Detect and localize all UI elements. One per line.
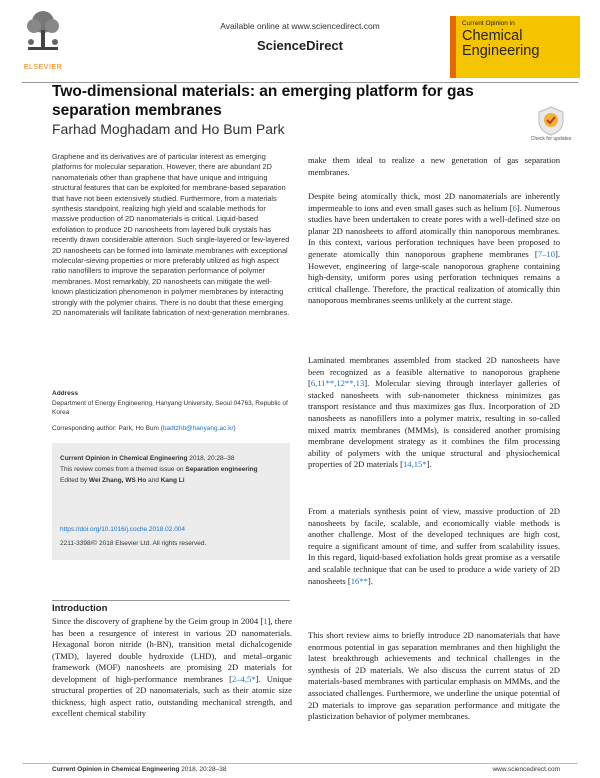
body-text: ]. Molecular sieving through interlayer galleries of stacked nanosheets with sub-nanometer thickness minimizes gas transport resistance and thus maximizes gas flux. Incorporation of 2D nanosheets as nanofillers into a polymer matrix, resulting in so-called mixed matrix membranes (MMMs), is considered another promising membrane development strategy as it combines the film processing ability of polymers with the unique structural and physiochemical properties of 2D materials [ — [308, 378, 560, 470]
address-text: Department of Energy Engineering, Hanyang University, Seoul 04763, Republic of Korea — [52, 400, 288, 416]
citation-link[interactable]: 6 — [512, 202, 517, 213]
info-themed-prefix: This review comes from a themed issue on — [60, 466, 186, 473]
paragraph-5: This short review aims to briefly introduce 2D nanomaterials that have enormous potential in gas separation membranes and then highlight the latest breakthrough achievements and technical challenges in the synthesis of 2D materials. We also discuss the current status of 2D materials-based membranes with particular emphasis on MMMs, and the associated challenges. Furthermore, we underline the unique potential of 2D materials to improve gas separation performance and mitigate the plasticization behavior of polymer membranes. — [308, 630, 560, 722]
body-text: ]. However, engineering of large-scale nanoporous graphene containing high-density, uniform pores using perforation techniques remains a critical challenge. Therefore, the practical realization of atomically thin nanoporous membranes seems unlikely at the current stage. — [308, 248, 560, 306]
info-themed-issue — [60, 466, 285, 473]
footer-journal-ref: 2018, 20:28–38 — [179, 766, 227, 773]
author-email-link[interactable]: badtzhb@hanyang.ac.kr — [162, 425, 234, 432]
sciencedirect-brand[interactable]: ScienceDirect — [257, 38, 343, 53]
info-editors — [60, 477, 285, 484]
intro-text: ], there has been a resurgence of interest in various 2D nanomaterials. Hexagonal boron nitride (h-BN), transition metal dichalcogenide (TMD), layered double hydroxide (LHD), and metal–organic framework (MOF) nanosheets are promising 2D materials for development of high-performance membranes [ — [52, 616, 292, 684]
journal-badge-line2: Engineering — [462, 43, 540, 59]
info-journal-ref: 2018, 20:28–38 — [187, 455, 235, 462]
body-text: Despite being atomically thick, most 2D nanomaterials are inherently impermeable to ions and even small gases such as helium [ — [308, 191, 560, 213]
body-text: From a materials synthesis point of view, massive production of 2D nanosheets by facile, scalable, and economically viable methods is another challenge. Most of the developed techniques are high cost, require a significant amount of time, and suffer from scalability issues. In this regard, liquid-based exfoliation holds great promise as a versatile and scalable technique that can be used to produce a wide variety of 2D nanosheets [ — [308, 506, 560, 586]
info-journal — [60, 455, 285, 462]
citation-link[interactable]: 1 — [263, 616, 268, 626]
footer-journal — [52, 766, 226, 773]
info-journal-name: Current Opinion in Chemical Engineering — [60, 455, 188, 462]
footer-website[interactable]: www.sciencedirect.com — [492, 766, 560, 773]
journal-badge-title — [462, 29, 574, 59]
paragraph-1: make them ideal to realize a new generation of gas separation membranes. — [308, 155, 560, 177]
info-edited-last: Kang Li — [160, 477, 185, 484]
abstract: Graphene and its derivatives are of particular interest as emerging platforms for molecular separation. However, there are abundant 2D nanomaterials other than graphene that have unique and intriguing structural features that can be exploited for membrane-based separation that have not been extensively studied. Furthermore, from a materials synthesis standpoint, realizing high yield and scalable methods for massive production of 2D nanomaterials is critical. Liquid-based exfoliation to produce 2D nanosheets from layered bulk crystals has recently drawn considerable attention. Such single-layered or few-layered 2D nanosheets can be formed into laminate membranes with exceptional molecular-sieving properties or more preferably utilized as high aspect ratio nanofillers to improve the separation performance of polymer membranes. Most remarkably, 2D nanosheets can mitigate the well-known plasticization phenomenon in polymer membranes by interacting strongly with the polymer chains. There is no doubt that these emerging 2D nanomaterials will facilitate fabrication of next-generation membranes. — [52, 152, 290, 318]
citation-link[interactable]: 16** — [350, 575, 368, 586]
article-title: Two-dimensional materials: an emerging platform for gas separation membranes — [52, 83, 474, 119]
paragraph-4 — [308, 506, 560, 587]
intro-divider — [52, 600, 290, 601]
info-edited-and: and — [146, 477, 161, 484]
body-text: ]. — [367, 575, 373, 586]
introduction-paragraph — [52, 616, 292, 720]
citation-link[interactable]: 2–4,5* — [231, 673, 256, 684]
address-heading: Address — [52, 390, 79, 397]
body-text: ]. Numerous studies have been undertaken to create pores with a well-defined size on planar 2D nanosheets to afford atomically thin nanoporous membranes. In this context, various perforation techniques have been proposed to generate atomically thin nanoporous graphene membranes [ — [308, 202, 560, 259]
paragraph-3 — [308, 355, 560, 471]
citation-link[interactable]: 14,15* — [402, 459, 427, 470]
body-text: ]. — [426, 459, 432, 470]
available-online: Available online at www.sciencedirect.com — [220, 21, 380, 31]
journal-badge-line1: Chemical — [462, 28, 523, 44]
check-for-updates-label[interactable]: Check for updates — [530, 136, 572, 142]
issn-copyright: 2211-3398/© 2018 Elsevier Ltd. All rights reserved. — [60, 540, 207, 547]
check-for-updates-icon[interactable] — [538, 106, 564, 136]
intro-text: ]. Unique structural properties of 2D nanomaterials, such as their atomic size thickness, high aspect ratio, outstanding mechanical strength, and excellent chemical stability — [52, 673, 292, 718]
body-text: Laminated membranes assembled from stacked 2D nanosheets have been recognized as a feasible alternative to nanoporous graphene [ — [308, 355, 560, 389]
journal-badge — [450, 16, 580, 78]
introduction-heading: Introduction — [52, 603, 108, 614]
citation-link[interactable]: 7–10 — [537, 248, 555, 259]
footer-divider — [22, 763, 578, 764]
paragraph-2 — [308, 191, 560, 307]
article-authors: Farhad Moghadam and Ho Bum Park — [52, 121, 285, 137]
info-themed-topic: Separation engineering — [185, 466, 258, 473]
footer-journal-name: Current Opinion in Chemical Engineering — [52, 766, 180, 773]
info-edited-names: Wei Zhang, WS Ho — [88, 477, 147, 484]
corresponding-prefix: Corresponding author: Park, Ho Bum ( — [52, 425, 163, 432]
intro-text: Since the discovery of graphene by the Geim group in 2004 [ — [52, 616, 264, 626]
doi-link[interactable]: https://doi.org/10.1016/j.coche.2018.02.004 — [60, 526, 186, 533]
citation-link[interactable]: 6,11**,12**,13 — [310, 378, 365, 389]
journal-badge-small: Current Opinion in — [462, 20, 515, 27]
corresponding-author — [52, 425, 290, 432]
corresponding-suffix: ) — [233, 425, 236, 432]
publisher-name: ELSEVIER — [23, 64, 63, 71]
info-edited-prefix: Edited by — [60, 477, 89, 484]
